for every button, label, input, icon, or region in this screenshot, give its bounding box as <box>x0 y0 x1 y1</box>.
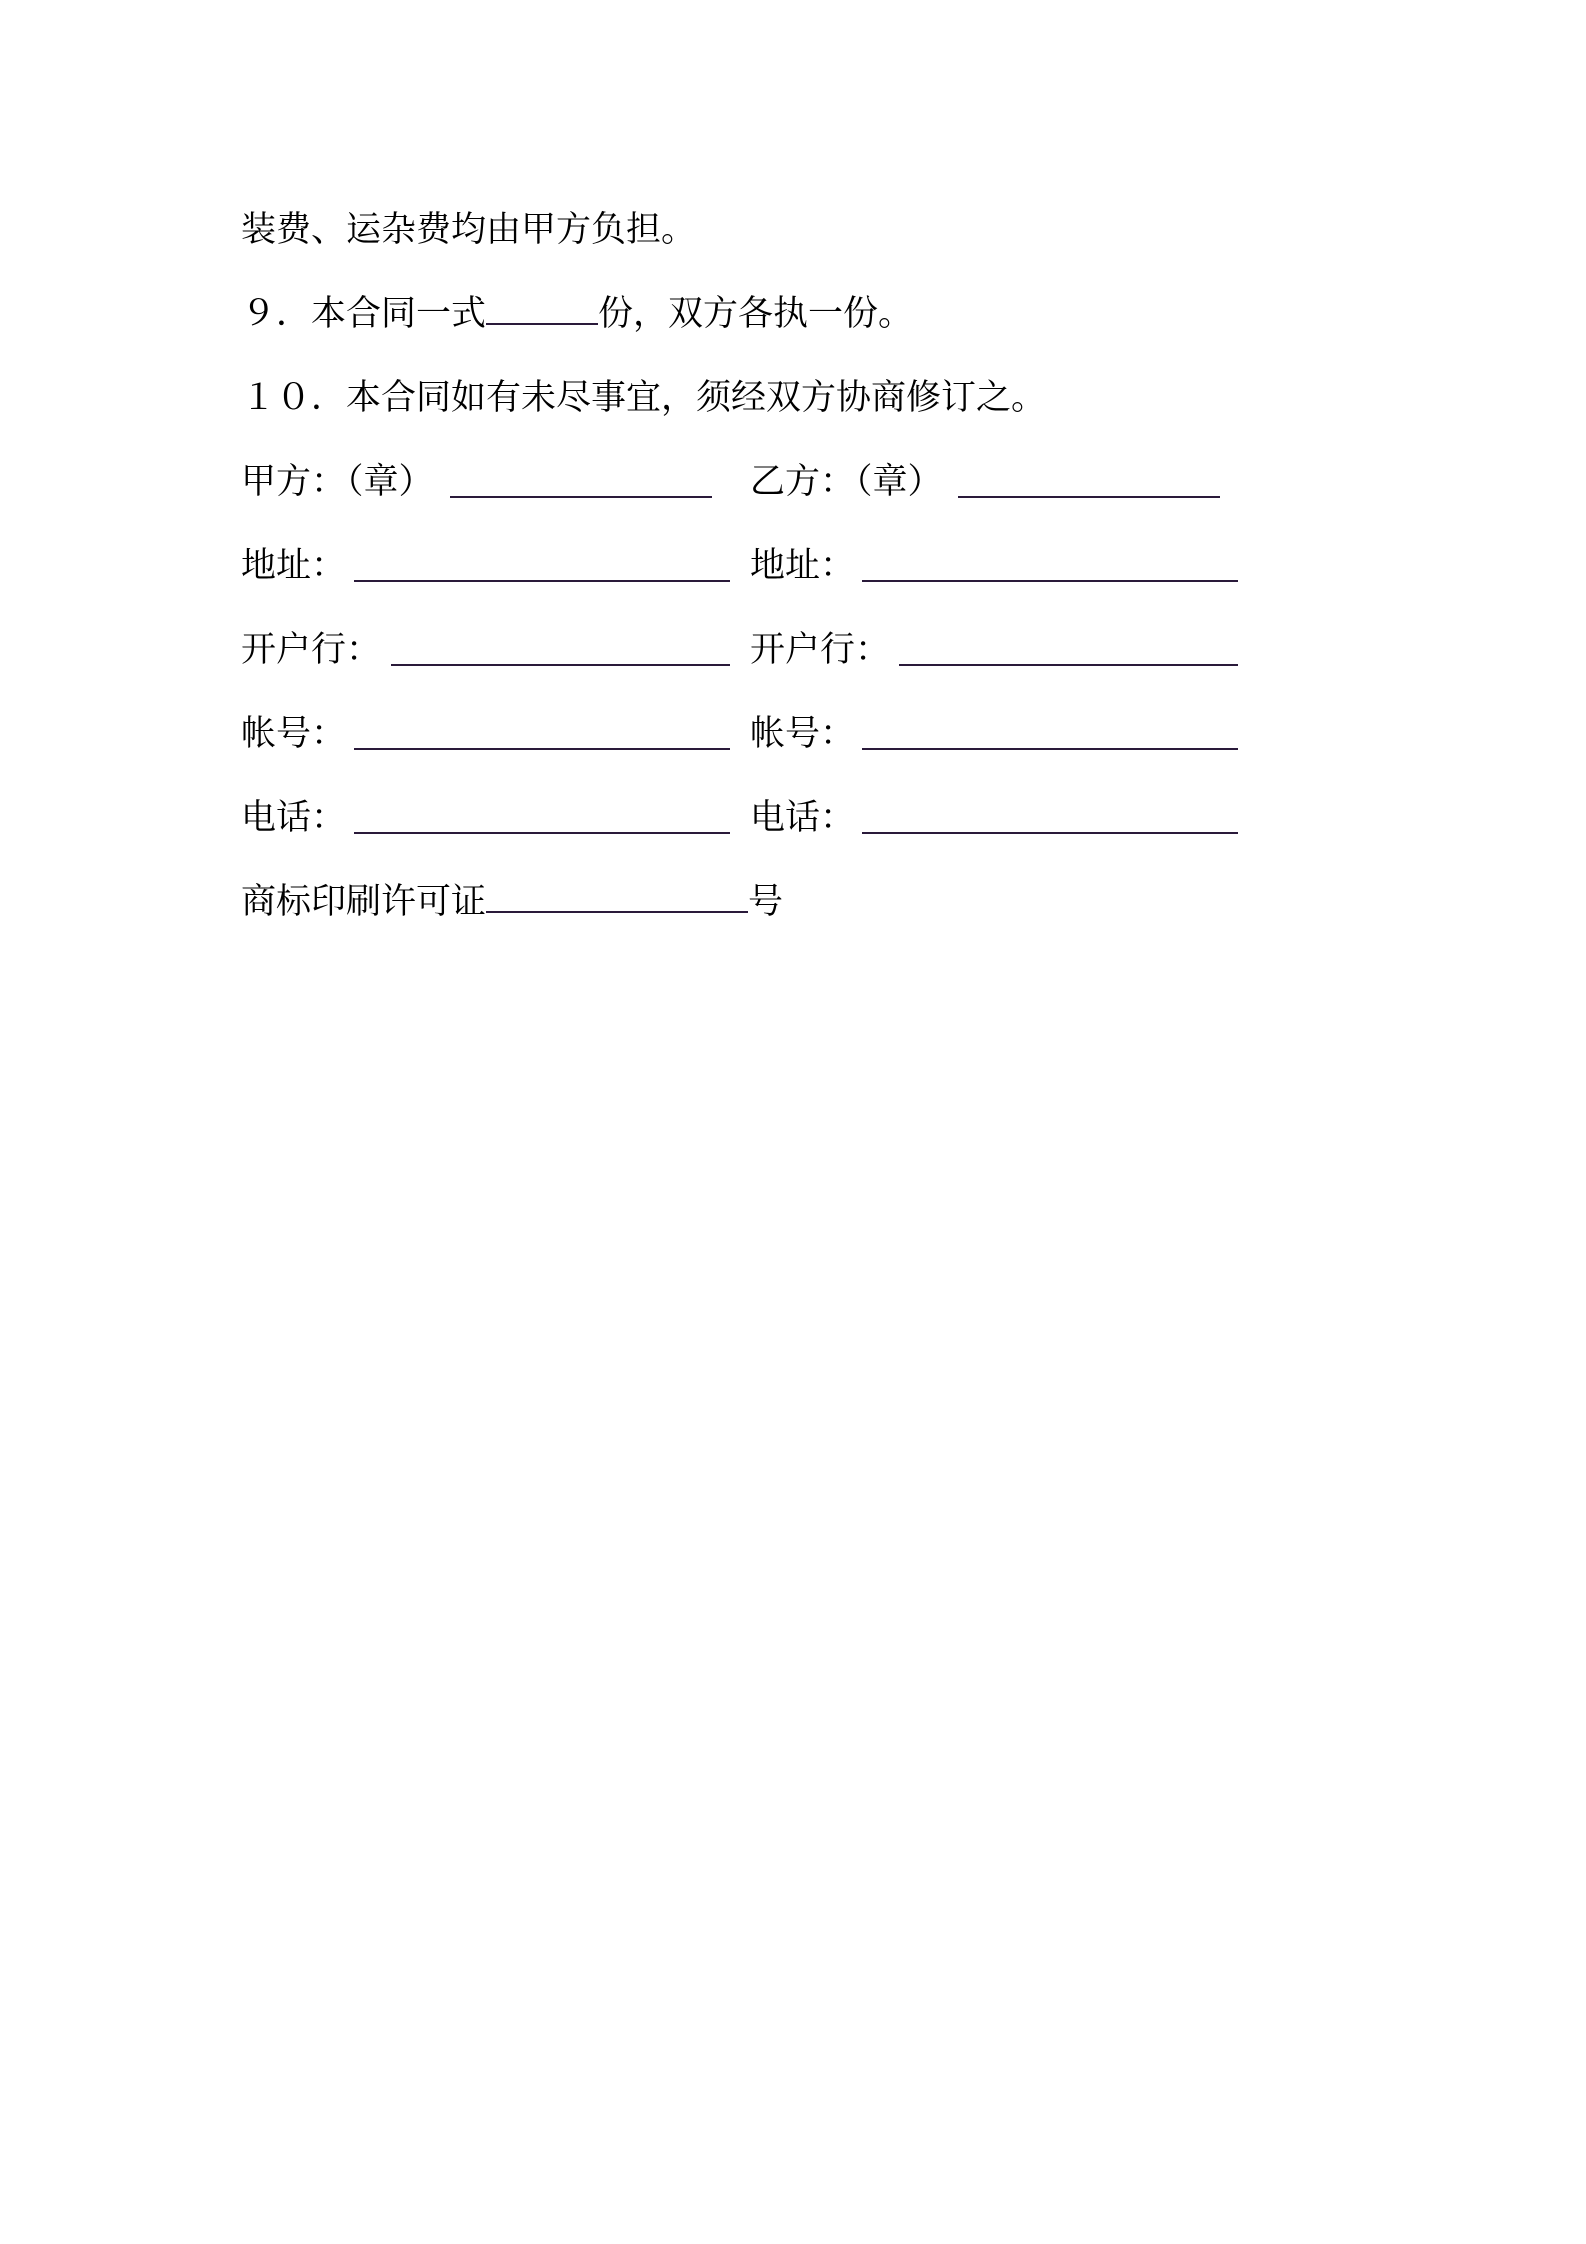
account-a-label: 帐号： <box>241 714 347 754</box>
bank-a-blank[interactable] <box>391 664 730 666</box>
address-a-label: 地址： <box>241 546 347 586</box>
party-a-blank[interactable] <box>450 496 712 498</box>
license-prefix: 商标印刷许可证 <box>241 882 487 922</box>
clause-9 <box>241 292 913 336</box>
party-b-label: 乙方：（章） <box>750 462 943 502</box>
account-b-blank[interactable] <box>862 748 1238 750</box>
address-b-label: 地址： <box>750 546 856 586</box>
account-a-blank[interactable] <box>354 748 730 750</box>
phone-b-blank[interactable] <box>862 832 1238 834</box>
address-a-blank[interactable] <box>354 580 730 582</box>
clause-9-prefix: ９．本合同一式 <box>241 294 487 334</box>
clause-10: １０．本合同如有未尽事宜，须经双方协商修订之。 <box>241 378 1047 418</box>
phone-a-blank[interactable] <box>354 832 730 834</box>
license-line <box>241 880 783 924</box>
phone-b-label: 电话： <box>750 798 856 838</box>
license-suffix: 号 <box>748 882 784 922</box>
bank-b-label: 开户行： <box>750 630 891 670</box>
account-b-label: 帐号： <box>750 714 856 754</box>
copies-blank[interactable] <box>486 293 598 325</box>
text-line-fees: 装费、运杂费均由甲方负担。 <box>241 210 697 250</box>
bank-a-label: 开户行： <box>241 630 382 670</box>
clause-9-suffix: 份，双方各执一份。 <box>598 294 914 334</box>
address-b-blank[interactable] <box>862 580 1238 582</box>
party-b-blank[interactable] <box>958 496 1220 498</box>
phone-a-label: 电话： <box>241 798 347 838</box>
party-a-label: 甲方：（章） <box>241 462 434 502</box>
license-number-blank[interactable] <box>486 881 748 913</box>
bank-b-blank[interactable] <box>899 664 1238 666</box>
